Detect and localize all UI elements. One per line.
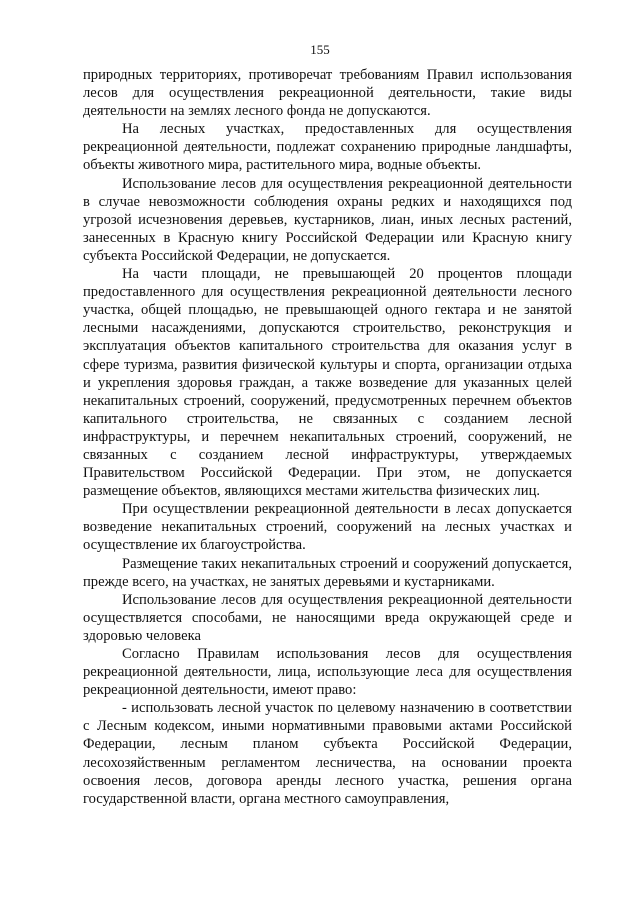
page-number: 155 bbox=[310, 42, 330, 57]
paragraph: Использование лесов для осуществления рекреационной деятельности осуществляется способами, не наносящими вреда окружающей среде и здоровью человека bbox=[83, 591, 572, 644]
list-item: - использовать лесной участок по целевому назначению в соответствии с Лесным кодексом, иными нормативными правовыми актами Российской Федерации, лесным планом субъекта Российской Федерации, лесохозяйственным регламентом лесничества, на основании проекта освоения лесов, договора аренды лесного участка, решения органа государственной власти, органа местного самоуправления, bbox=[83, 700, 572, 807]
paragraph: Согласно Правилам использования лесов для осуществления рекреационной деятельности, лица, использующие леса для осуществления рекреационной деятельности, имеют право: bbox=[83, 646, 572, 699]
document-body bbox=[83, 66, 572, 808]
paragraph: природных территориях, противоречат требованиям Правил использования лесов для осуществления рекреационной деятельности, такие виды деятельности на землях лесного фонда не допускаются. bbox=[83, 67, 572, 120]
paragraph: Размещение таких некапитальных строений и сооружений допускается, прежде всего, на участках, не занятых деревьями и кустарниками. bbox=[83, 555, 572, 590]
paragraph: При осуществлении рекреационной деятельности в лесах допускается возведение некапитальных строений, сооружений на лесных участках и осуществление их благоустройства. bbox=[83, 501, 572, 554]
paragraph: На лесных участках, предоставленных для осуществления рекреационной деятельности, подлежат сохранению природные ландшафты, объекты животного мира, растительного мира, водные объекты. bbox=[83, 121, 572, 174]
paragraph: На части площади, не превышающей 20 процентов площади предоставленного для осуществления рекреационной деятельности лесного участка, общей площадью, не превышающей одного гектара и не занятой лесными насаждениями, допускаются строительство, реконструкция и эксплуатация объектов капитального строительства для оказания услуг в сфере туризма, развития физической культуры и спорта, организации отдыха и укрепления здоровья граждан, а также возведение для указанных целей некапитальных строений, сооружений, предусмотренных перечнем объектов капитального строительства, не связанных с созданием лесной инфраструктуры, и перечнем некапитальных строений, сооружений, не связанных с созданием лесной инфраструктуры, утверждаемых Правительством Российской Федерации. При этом, не допускается размещение объектов, являющихся местами жительства физических лиц. bbox=[83, 266, 572, 500]
paragraph: Использование лесов для осуществления рекреационной деятельности в случае невозможности соблюдения охраны редких и находящихся под угрозой исчезновения деревьев, кустарников, лиан, иных лесных растений, занесенных в Красную книгу Российской Федерации или Красную книгу субъекта Российской Федерации, не допускается. bbox=[83, 175, 572, 264]
